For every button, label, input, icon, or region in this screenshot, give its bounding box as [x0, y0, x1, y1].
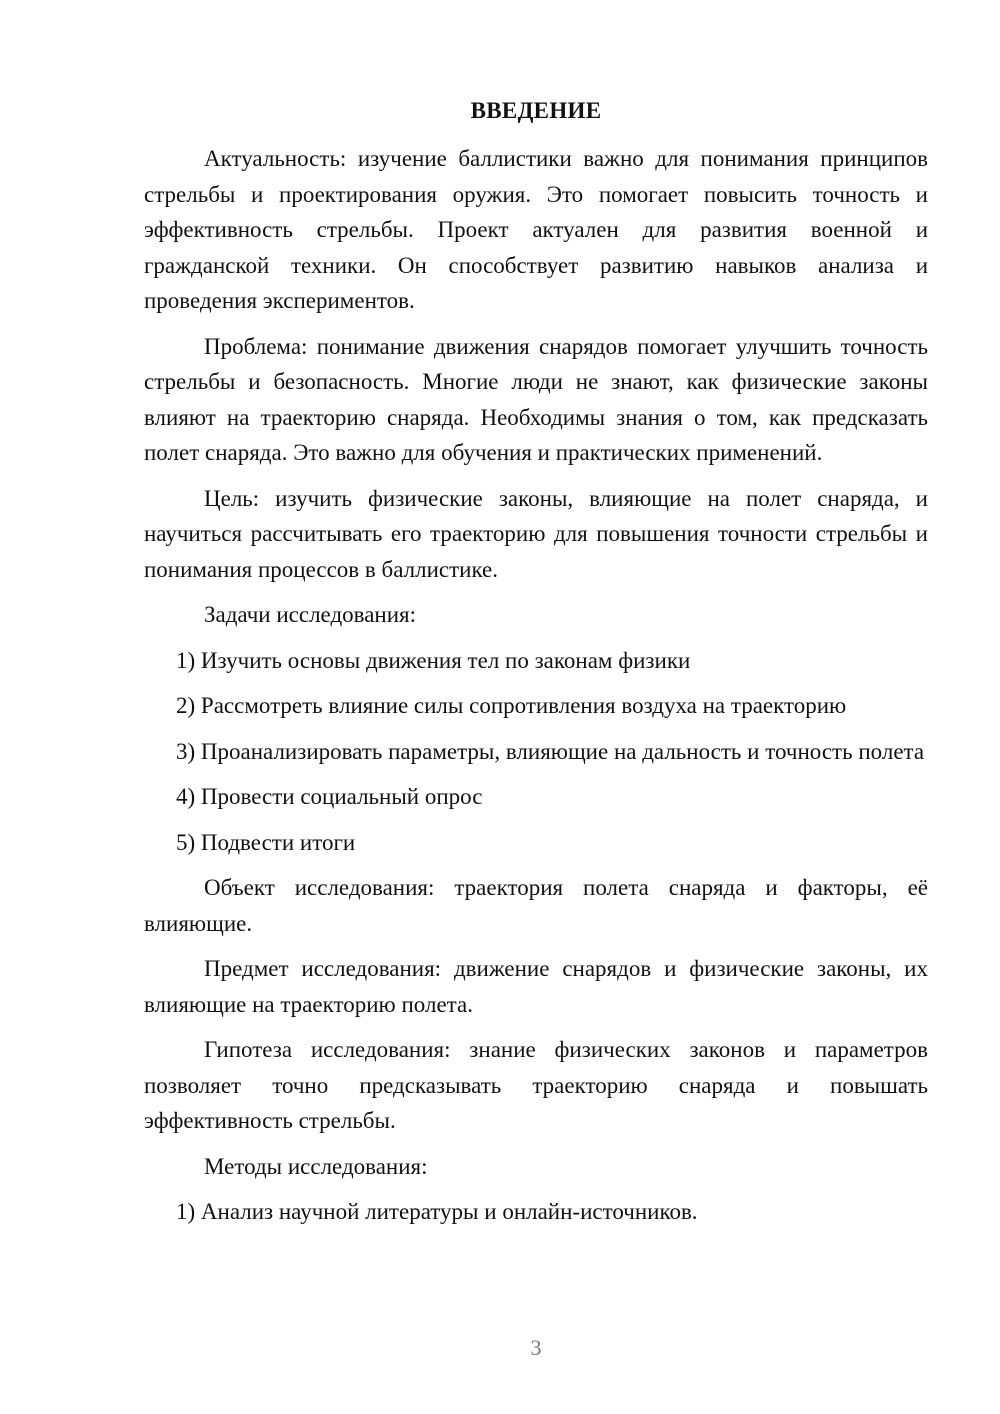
task-item: 3) Проанализировать параметры, влияющие на дальность и точность полета — [176, 738, 925, 764]
paragraph-problem: Проблема: понимание движения снарядов помогает улучшить точность стрельбы и безопасность. Многие люди не знают, как физические законы влияют на траекторию снаряда. Необходимы знания о том, как предсказать полет снаряда. Это важно для обучения и практических применений. — [144, 333, 928, 465]
paragraph-relevance: Актуальность: изучение баллистики важно для понимания принципов стрельбы и проектирования оружия. Это помогает повысить точность и эффективность стрельбы. Проект актуален для развития военной и гражданской техники. Он способствует развитию навыков анализа и проведения экспериментов. — [144, 146, 928, 313]
method-item: 1) Анализ научной литературы и онлайн-источников. — [176, 1199, 698, 1224]
page-title: ВВЕДЕНИЕ — [470, 98, 602, 123]
document-body — [144, 141, 928, 1240]
task-item: 1) Изучить основы движения тел по законам физики — [176, 647, 691, 673]
paragraph-subject: Предмет исследования: движение снарядов и физические законы, их влияющие на траекторию полета. — [144, 956, 928, 1017]
methods-heading: Методы исследования: — [204, 1153, 428, 1179]
tasks-heading: Задачи исследования: — [204, 602, 417, 627]
paragraph-goal: Цель: изучить физические законы, влияющие на полет снаряда, и научиться рассчитывать его траекторию для повышения точности стрельбы и понимания процессов в баллистике. — [144, 485, 928, 582]
task-item: 5) Подвести итоги — [176, 829, 356, 855]
page-number: 3 — [530, 1335, 542, 1360]
paragraph-object: Объект исследования: траектория полета снаряда и факторы, её влияющие. — [144, 875, 928, 936]
task-item: 2) Рассмотреть влияние силы сопротивления воздуха на траекторию — [176, 693, 847, 718]
task-item: 4) Провести социальный опрос — [176, 784, 483, 809]
paragraph-hypothesis: Гипотеза исследования: знание физических законов и параметров позволяет точно предсказывать траекторию снаряда и повышать эффективность стрельбы. — [144, 1037, 928, 1133]
